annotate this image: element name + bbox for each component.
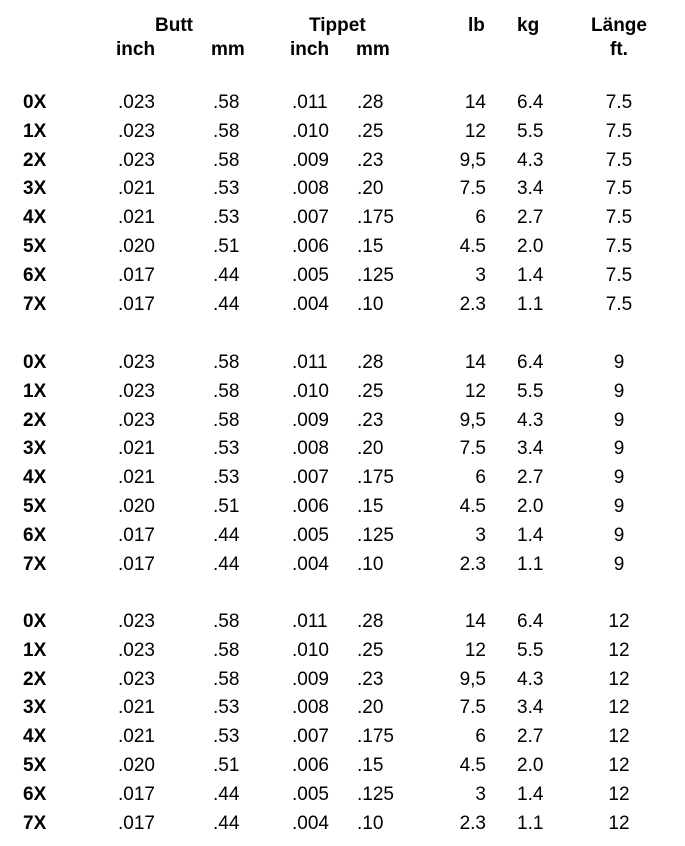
- tippet-mm-cell: .25: [357, 121, 384, 142]
- tippet-mm-cell: .15: [357, 236, 384, 257]
- tippet-mm-cell: .10: [357, 554, 384, 575]
- tippet-mm-cell: .20: [357, 178, 384, 199]
- header-butt-inch: inch: [116, 39, 156, 60]
- tippet-mm-cell: .15: [357, 755, 384, 776]
- length-cell: 7.5: [605, 294, 633, 315]
- kg-cell: 3.4: [517, 438, 544, 459]
- kg-cell: 6.4: [517, 611, 544, 632]
- length-cell: 9: [613, 438, 625, 459]
- lb-cell: 3: [475, 784, 486, 805]
- butt-inch-cell: .021: [118, 467, 155, 488]
- tippet-mm-cell: .175: [357, 467, 394, 488]
- lb-cell: 9,5: [459, 669, 486, 690]
- lb-cell: 7.5: [459, 178, 486, 199]
- butt-mm-cell: .58: [213, 640, 240, 661]
- row-label: 4X: [23, 726, 47, 747]
- kg-cell: 5.5: [517, 381, 544, 402]
- kg-cell: 4.3: [517, 669, 544, 690]
- lb-cell: 12: [464, 640, 486, 661]
- header-tippet-mm: mm: [356, 39, 390, 60]
- length-cell: 7.5: [605, 236, 633, 257]
- length-cell: 12: [608, 640, 630, 661]
- butt-mm-cell: .44: [213, 554, 240, 575]
- kg-cell: 2.0: [517, 496, 544, 517]
- header-kg: kg: [517, 15, 540, 36]
- length-cell: 12: [608, 755, 630, 776]
- kg-cell: 2.7: [517, 726, 544, 747]
- row-label: 6X: [23, 525, 47, 546]
- lb-cell: 4.5: [459, 755, 486, 776]
- butt-mm-cell: .51: [213, 496, 240, 517]
- butt-mm-cell: .44: [213, 265, 240, 286]
- butt-mm-cell: .53: [213, 697, 240, 718]
- row-label: 0X: [23, 611, 47, 632]
- tippet-mm-cell: .125: [357, 525, 394, 546]
- tippet-inch-cell: .010: [292, 381, 329, 402]
- butt-inch-cell: .017: [118, 554, 155, 575]
- length-cell: 12: [608, 611, 630, 632]
- row-label: 4X: [23, 207, 47, 228]
- tippet-inch-cell: .010: [292, 121, 329, 142]
- length-cell: 7.5: [605, 265, 633, 286]
- row-label: 4X: [23, 467, 47, 488]
- tippet-mm-cell: .175: [357, 207, 394, 228]
- butt-mm-cell: .58: [213, 611, 240, 632]
- butt-inch-cell: .021: [118, 207, 155, 228]
- butt-mm-cell: .51: [213, 755, 240, 776]
- row-label: 5X: [23, 496, 47, 517]
- lb-cell: 3: [475, 265, 486, 286]
- tippet-mm-cell: .15: [357, 496, 384, 517]
- header-lb: lb: [468, 15, 485, 36]
- tippet-inch-cell: .005: [292, 784, 329, 805]
- butt-inch-cell: .017: [118, 784, 155, 805]
- butt-mm-cell: .53: [213, 178, 240, 199]
- kg-cell: 6.4: [517, 352, 544, 373]
- row-label: 1X: [23, 640, 47, 661]
- butt-mm-cell: .44: [213, 784, 240, 805]
- butt-inch-cell: .023: [118, 121, 155, 142]
- tippet-inch-cell: .004: [292, 554, 329, 575]
- butt-inch-cell: .020: [118, 236, 155, 257]
- row-label: 6X: [23, 784, 47, 805]
- row-label: 7X: [23, 554, 47, 575]
- lb-cell: 2.3: [459, 813, 486, 834]
- kg-cell: 2.0: [517, 755, 544, 776]
- tippet-inch-cell: .005: [292, 525, 329, 546]
- row-label: 2X: [23, 669, 47, 690]
- tippet-mm-cell: .125: [357, 784, 394, 805]
- kg-cell: 1.4: [517, 784, 544, 805]
- tippet-mm-cell: .23: [357, 669, 384, 690]
- butt-inch-cell: .023: [118, 640, 155, 661]
- butt-inch-cell: .017: [118, 813, 155, 834]
- tippet-inch-cell: .011: [292, 611, 328, 632]
- lb-cell: 4.5: [459, 496, 486, 517]
- length-cell: 7.5: [605, 121, 633, 142]
- header-butt-mm: mm: [211, 39, 245, 60]
- butt-mm-cell: .58: [213, 121, 240, 142]
- kg-cell: 1.1: [517, 294, 544, 315]
- butt-mm-cell: .53: [213, 207, 240, 228]
- header-laenge: Länge: [591, 15, 647, 36]
- tippet-inch-cell: .009: [292, 150, 329, 171]
- length-cell: 12: [608, 669, 630, 690]
- tippet-inch-cell: .007: [292, 726, 329, 747]
- tippet-inch-cell: .006: [292, 755, 329, 776]
- length-cell: 12: [608, 784, 630, 805]
- length-cell: 12: [608, 813, 630, 834]
- butt-inch-cell: .021: [118, 697, 155, 718]
- length-cell: 9: [613, 410, 625, 431]
- lb-cell: 4.5: [459, 236, 486, 257]
- row-label: 2X: [23, 410, 47, 431]
- tippet-inch-cell: .011: [292, 92, 328, 113]
- length-cell: 9: [613, 467, 625, 488]
- butt-inch-cell: .023: [118, 150, 155, 171]
- butt-mm-cell: .53: [213, 467, 240, 488]
- tippet-inch-cell: .006: [292, 496, 329, 517]
- butt-mm-cell: .44: [213, 525, 240, 546]
- row-label: 6X: [23, 265, 47, 286]
- tippet-mm-cell: .28: [357, 92, 384, 113]
- row-label: 3X: [23, 438, 47, 459]
- butt-mm-cell: .58: [213, 150, 240, 171]
- kg-cell: 4.3: [517, 410, 544, 431]
- lb-cell: 7.5: [459, 438, 486, 459]
- butt-mm-cell: .58: [213, 92, 240, 113]
- row-label: 5X: [23, 236, 47, 257]
- butt-mm-cell: .44: [213, 294, 240, 315]
- tippet-inch-cell: .011: [292, 352, 328, 373]
- row-label: 3X: [23, 178, 47, 199]
- tippet-inch-cell: .005: [292, 265, 329, 286]
- tippet-mm-cell: .20: [357, 438, 384, 459]
- butt-inch-cell: .023: [118, 381, 155, 402]
- row-label: 1X: [23, 381, 47, 402]
- butt-mm-cell: .53: [213, 438, 240, 459]
- butt-inch-cell: .023: [118, 611, 155, 632]
- lb-cell: 7.5: [459, 697, 486, 718]
- length-cell: 12: [608, 726, 630, 747]
- butt-mm-cell: .58: [213, 669, 240, 690]
- tippet-inch-cell: .004: [292, 294, 329, 315]
- tippet-mm-cell: .25: [357, 381, 384, 402]
- length-cell: 7.5: [605, 178, 633, 199]
- header-tippet: Tippet: [309, 15, 366, 36]
- lb-cell: 2.3: [459, 294, 486, 315]
- kg-cell: 1.1: [517, 554, 544, 575]
- kg-cell: 3.4: [517, 178, 544, 199]
- butt-mm-cell: .44: [213, 813, 240, 834]
- lb-cell: 14: [464, 611, 486, 632]
- kg-cell: 3.4: [517, 697, 544, 718]
- kg-cell: 5.5: [517, 121, 544, 142]
- tippet-mm-cell: .175: [357, 726, 394, 747]
- length-cell: 9: [613, 352, 625, 373]
- row-label: 7X: [23, 813, 47, 834]
- tippet-mm-cell: .10: [357, 294, 384, 315]
- tippet-mm-cell: .28: [357, 352, 384, 373]
- tippet-inch-cell: .007: [292, 467, 329, 488]
- row-label: 3X: [23, 697, 47, 718]
- butt-inch-cell: .017: [118, 265, 155, 286]
- row-label: 7X: [23, 294, 47, 315]
- butt-inch-cell: .017: [118, 294, 155, 315]
- length-cell: 9: [613, 525, 625, 546]
- tippet-mm-cell: .125: [357, 265, 394, 286]
- row-label: 0X: [23, 92, 47, 113]
- lb-cell: 9,5: [459, 410, 486, 431]
- row-label: 1X: [23, 121, 47, 142]
- butt-inch-cell: .023: [118, 92, 155, 113]
- row-label: 2X: [23, 150, 47, 171]
- kg-cell: 1.4: [517, 525, 544, 546]
- tippet-inch-cell: .009: [292, 410, 329, 431]
- lb-cell: 3: [475, 525, 486, 546]
- butt-mm-cell: .58: [213, 352, 240, 373]
- tippet-mm-cell: .28: [357, 611, 384, 632]
- tippet-mm-cell: .20: [357, 697, 384, 718]
- kg-cell: 2.7: [517, 467, 544, 488]
- butt-inch-cell: .021: [118, 178, 155, 199]
- butt-inch-cell: .023: [118, 669, 155, 690]
- tippet-mm-cell: .25: [357, 640, 384, 661]
- length-cell: 9: [613, 381, 625, 402]
- lb-cell: 6: [475, 207, 486, 228]
- length-cell: 9: [613, 554, 625, 575]
- lb-cell: 14: [464, 352, 486, 373]
- kg-cell: 1.1: [517, 813, 544, 834]
- tippet-inch-cell: .010: [292, 640, 329, 661]
- lb-cell: 2.3: [459, 554, 486, 575]
- lb-cell: 9,5: [459, 150, 486, 171]
- kg-cell: 2.0: [517, 236, 544, 257]
- header-butt: Butt: [155, 15, 193, 36]
- butt-inch-cell: .023: [118, 352, 155, 373]
- header-ft: ft.: [610, 39, 628, 60]
- tippet-mm-cell: .10: [357, 813, 384, 834]
- butt-mm-cell: .51: [213, 236, 240, 257]
- butt-mm-cell: .58: [213, 410, 240, 431]
- tippet-mm-cell: .23: [357, 410, 384, 431]
- tippet-inch-cell: .008: [292, 438, 329, 459]
- lb-cell: 12: [464, 381, 486, 402]
- lb-cell: 14: [464, 92, 486, 113]
- tippet-inch-cell: .007: [292, 207, 329, 228]
- tippet-inch-cell: .008: [292, 697, 329, 718]
- lb-cell: 12: [464, 121, 486, 142]
- butt-inch-cell: .020: [118, 755, 155, 776]
- lb-cell: 6: [475, 467, 486, 488]
- tippet-inch-cell: .006: [292, 236, 329, 257]
- kg-cell: 1.4: [517, 265, 544, 286]
- tippet-mm-cell: .23: [357, 150, 384, 171]
- tippet-inch-cell: .009: [292, 669, 329, 690]
- butt-mm-cell: .53: [213, 726, 240, 747]
- length-cell: 12: [608, 697, 630, 718]
- butt-inch-cell: .020: [118, 496, 155, 517]
- lb-cell: 6: [475, 726, 486, 747]
- butt-inch-cell: .023: [118, 410, 155, 431]
- row-label: 0X: [23, 352, 47, 373]
- butt-inch-cell: .017: [118, 525, 155, 546]
- kg-cell: 2.7: [517, 207, 544, 228]
- butt-mm-cell: .58: [213, 381, 240, 402]
- butt-inch-cell: .021: [118, 726, 155, 747]
- length-cell: 7.5: [605, 207, 633, 228]
- kg-cell: 4.3: [517, 150, 544, 171]
- tippet-inch-cell: .008: [292, 178, 329, 199]
- row-label: 5X: [23, 755, 47, 776]
- kg-cell: 6.4: [517, 92, 544, 113]
- length-cell: 7.5: [605, 92, 633, 113]
- butt-inch-cell: .021: [118, 438, 155, 459]
- tippet-inch-cell: .004: [292, 813, 329, 834]
- length-cell: 9: [613, 496, 625, 517]
- length-cell: 7.5: [605, 150, 633, 171]
- kg-cell: 5.5: [517, 640, 544, 661]
- header-tippet-inch: inch: [290, 39, 330, 60]
